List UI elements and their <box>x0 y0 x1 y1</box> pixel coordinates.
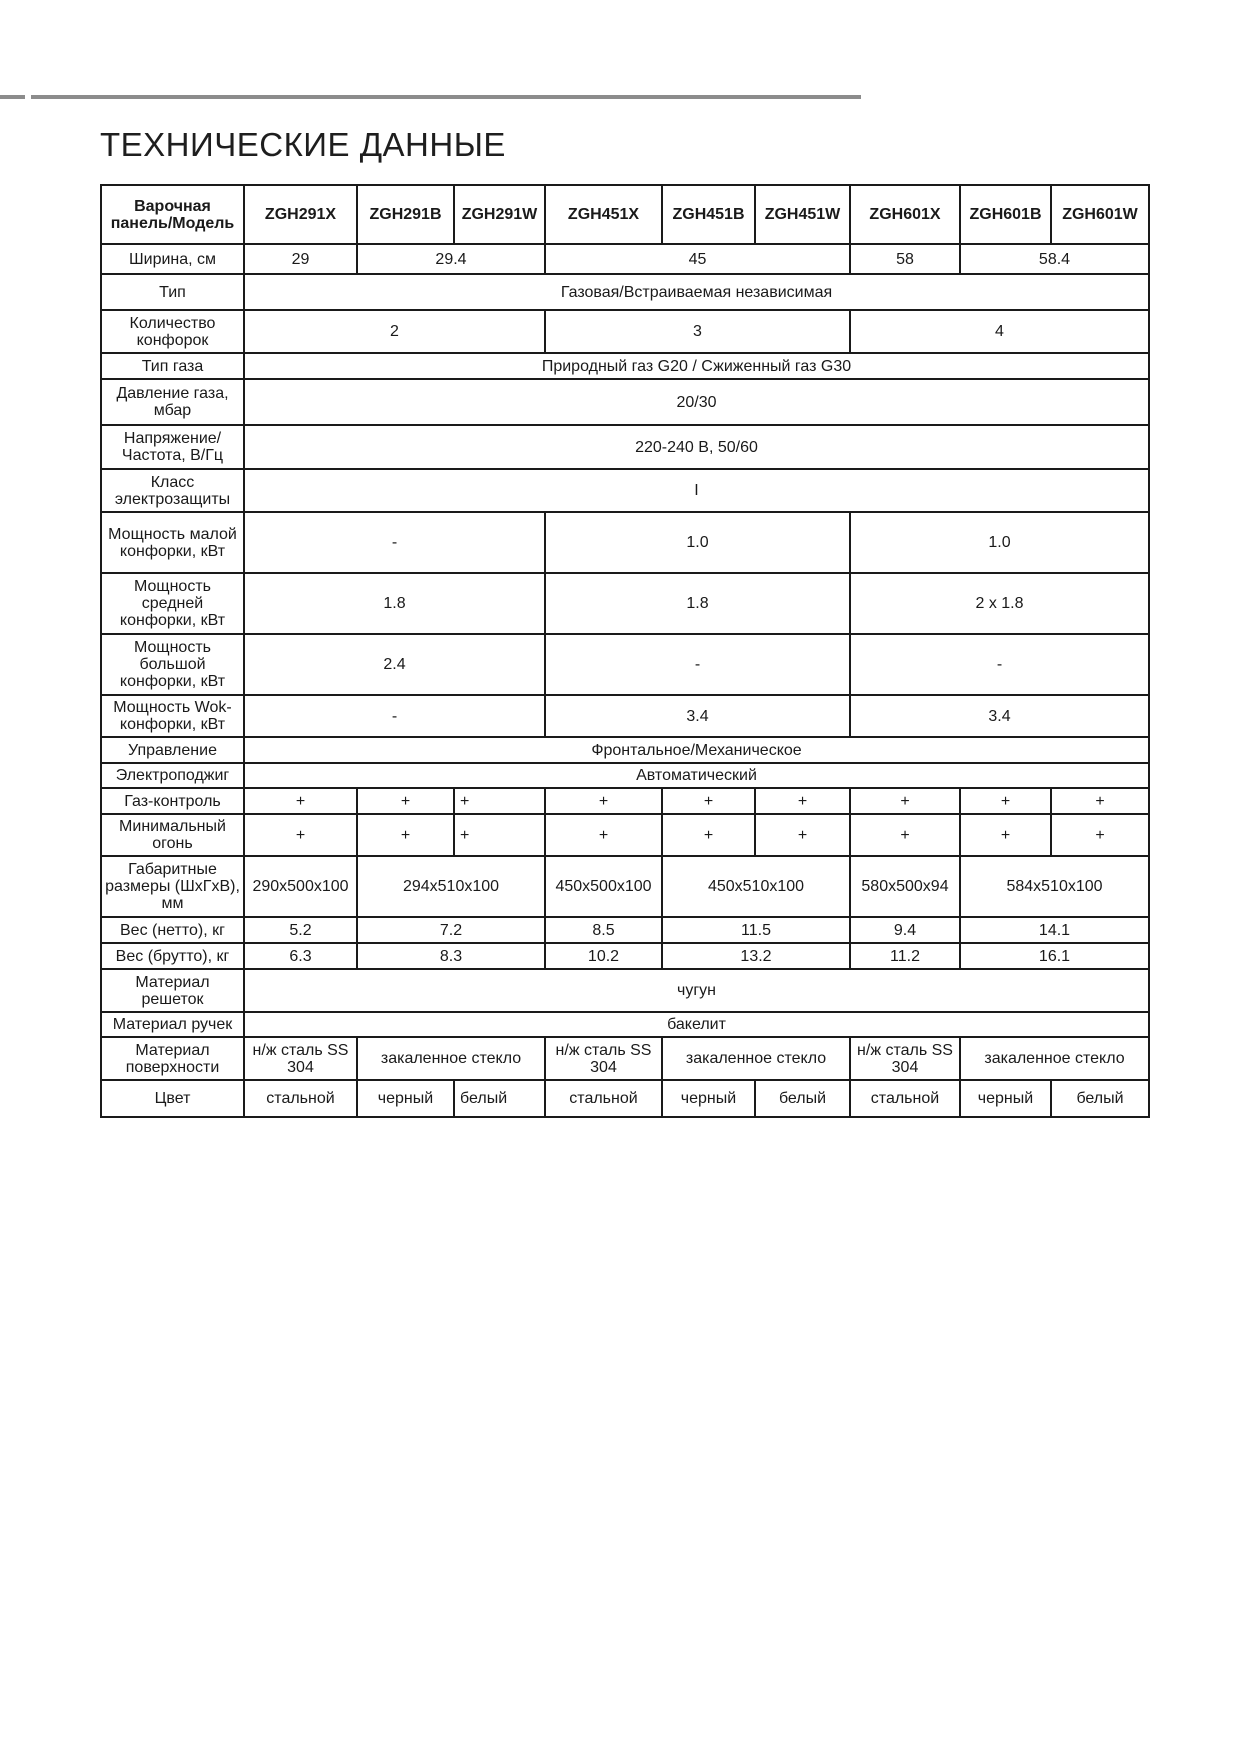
table-cell: 220-240 В, 50/60 <box>244 425 1149 469</box>
row-label: Материал решеток <box>101 969 244 1012</box>
row-label: Вес (брутто), кг <box>101 943 244 969</box>
table-cell: I <box>244 469 1149 512</box>
row-label: Ширина, см <box>101 244 244 274</box>
table-cell: 14.1 <box>960 917 1149 943</box>
table-cell: стальной <box>850 1080 960 1117</box>
row-label: Минимальный огонь <box>101 814 244 856</box>
table-cell: 3.4 <box>545 695 850 737</box>
table-cell: 20/30 <box>244 379 1149 425</box>
row-label: Материал ручек <box>101 1012 244 1037</box>
table-cell: + <box>244 814 357 856</box>
table-row <box>101 244 1149 274</box>
table-row <box>101 274 1149 310</box>
table-row <box>101 788 1149 814</box>
table-row <box>101 917 1149 943</box>
table-row <box>101 943 1149 969</box>
table-cell: 5.2 <box>244 917 357 943</box>
table-cell: 3.4 <box>850 695 1149 737</box>
model-header: ZGH451B <box>662 185 755 244</box>
model-header: ZGH601W <box>1051 185 1149 244</box>
row-label: Вес (нетто), кг <box>101 917 244 943</box>
header-rule-long <box>31 95 861 99</box>
table-cell: 294x510x100 <box>357 856 545 917</box>
table-cell: черный <box>960 1080 1051 1117</box>
table-row <box>101 1037 1149 1080</box>
header-rule-short <box>0 95 25 99</box>
table-cell: Природный газ G20 / Сжиженный газ G30 <box>244 353 1149 379</box>
table-cell: 290x500x100 <box>244 856 357 917</box>
table-row <box>101 634 1149 695</box>
table-row <box>101 469 1149 512</box>
spec-table <box>100 184 1150 1118</box>
row-label: Цвет <box>101 1080 244 1117</box>
table-cell: + <box>454 788 545 814</box>
table-cell: + <box>850 814 960 856</box>
model-header: ZGH601B <box>960 185 1051 244</box>
row-label: Напряжение/ Частота, В/Гц <box>101 425 244 469</box>
table-cell: + <box>755 814 850 856</box>
row-label: Мощность средней конфорки, кВт <box>101 573 244 634</box>
table-cell: 1.8 <box>244 573 545 634</box>
table-cell: н/ж сталь SS 304 <box>850 1037 960 1080</box>
row-label: Газ-контроль <box>101 788 244 814</box>
table-cell: - <box>545 634 850 695</box>
header-label: Варочная панель/Модель <box>101 185 244 244</box>
row-label: Класс электрозащиты <box>101 469 244 512</box>
table-cell: 2 x 1.8 <box>850 573 1149 634</box>
table-cell: 1.0 <box>850 512 1149 573</box>
row-label: Давление газа, мбар <box>101 379 244 425</box>
table-cell: - <box>244 695 545 737</box>
table-cell: 16.1 <box>960 943 1149 969</box>
table-cell: + <box>357 788 454 814</box>
page-title: ТЕХНИЧЕСКИЕ ДАННЫЕ <box>100 126 506 163</box>
table-row <box>101 737 1149 763</box>
table-row <box>101 763 1149 788</box>
model-header: ZGH601X <box>850 185 960 244</box>
table-row <box>101 512 1149 573</box>
model-header: ZGH291W <box>454 185 545 244</box>
row-label: Количество конфорок <box>101 310 244 353</box>
table-cell: н/ж сталь SS 304 <box>244 1037 357 1080</box>
table-cell: 13.2 <box>662 943 850 969</box>
table-cell: Автоматический <box>244 763 1149 788</box>
table-cell: + <box>244 788 357 814</box>
table-cell: 45 <box>545 244 850 274</box>
table-row <box>101 1080 1149 1117</box>
table-cell: 584x510x100 <box>960 856 1149 917</box>
table-cell: + <box>960 788 1051 814</box>
table-row <box>101 425 1149 469</box>
table-cell: н/ж сталь SS 304 <box>545 1037 662 1080</box>
table-row <box>101 379 1149 425</box>
row-label: Тип <box>101 274 244 310</box>
table-cell: чугун <box>244 969 1149 1012</box>
table-row <box>101 856 1149 917</box>
table-cell: Газовая/Встраиваемая независимая <box>244 274 1149 310</box>
table-cell: + <box>850 788 960 814</box>
table-cell: + <box>662 788 755 814</box>
table-cell: + <box>357 814 454 856</box>
table-cell: 7.2 <box>357 917 545 943</box>
row-label: Мощность Wok-конфорки, кВт <box>101 695 244 737</box>
table-cell: + <box>755 788 850 814</box>
table-cell: белый <box>755 1080 850 1117</box>
table-cell: + <box>662 814 755 856</box>
model-header: ZGH291B <box>357 185 454 244</box>
table-cell: 10.2 <box>545 943 662 969</box>
table-cell: белый <box>1051 1080 1149 1117</box>
table-cell: 11.2 <box>850 943 960 969</box>
table-cell: 8.5 <box>545 917 662 943</box>
table-row <box>101 573 1149 634</box>
table-cell: 9.4 <box>850 917 960 943</box>
table-cell: + <box>1051 788 1149 814</box>
table-cell: черный <box>662 1080 755 1117</box>
row-label: Мощность малой конфорки, кВт <box>101 512 244 573</box>
model-header: ZGH291X <box>244 185 357 244</box>
row-label: Материал поверхности <box>101 1037 244 1080</box>
row-label: Управление <box>101 737 244 763</box>
table-row <box>101 353 1149 379</box>
table-cell: 450x500x100 <box>545 856 662 917</box>
model-header: ZGH451W <box>755 185 850 244</box>
table-row <box>101 310 1149 353</box>
row-label: Габаритные размеры (ШхГхВ), мм <box>101 856 244 917</box>
table-cell: 58 <box>850 244 960 274</box>
table-row <box>101 969 1149 1012</box>
header-row <box>101 185 1149 244</box>
table-cell: 3 <box>545 310 850 353</box>
table-cell: 1.0 <box>545 512 850 573</box>
row-label: Тип газа <box>101 353 244 379</box>
table-cell: Фронтальное/Механическое <box>244 737 1149 763</box>
table-cell: 2.4 <box>244 634 545 695</box>
table-cell: + <box>1051 814 1149 856</box>
table-cell: 580x500x94 <box>850 856 960 917</box>
table-cell: + <box>545 788 662 814</box>
table-cell: закаленное стекло <box>960 1037 1149 1080</box>
table-cell: черный <box>357 1080 454 1117</box>
table-cell: 4 <box>850 310 1149 353</box>
table-cell: стальной <box>545 1080 662 1117</box>
table-cell: закаленное стекло <box>662 1037 850 1080</box>
table-cell: 6.3 <box>244 943 357 969</box>
table-row <box>101 695 1149 737</box>
table-cell: - <box>850 634 1149 695</box>
table-cell: стальной <box>244 1080 357 1117</box>
table-cell: + <box>960 814 1051 856</box>
table-cell: 1.8 <box>545 573 850 634</box>
table-cell: 11.5 <box>662 917 850 943</box>
table-cell: - <box>244 512 545 573</box>
table-cell: закаленное стекло <box>357 1037 545 1080</box>
table-cell: 8.3 <box>357 943 545 969</box>
table-cell: 29 <box>244 244 357 274</box>
table-cell: 29.4 <box>357 244 545 274</box>
table-cell: бакелит <box>244 1012 1149 1037</box>
table-row <box>101 1012 1149 1037</box>
table-cell: 58.4 <box>960 244 1149 274</box>
model-header: ZGH451X <box>545 185 662 244</box>
table-cell: 450x510x100 <box>662 856 850 917</box>
table-cell: белый <box>454 1080 545 1117</box>
table-cell: + <box>545 814 662 856</box>
table-cell: 2 <box>244 310 545 353</box>
row-label: Электроподжиг <box>101 763 244 788</box>
row-label: Мощность большой конфорки, кВт <box>101 634 244 695</box>
table-cell: + <box>454 814 545 856</box>
table-row <box>101 814 1149 856</box>
